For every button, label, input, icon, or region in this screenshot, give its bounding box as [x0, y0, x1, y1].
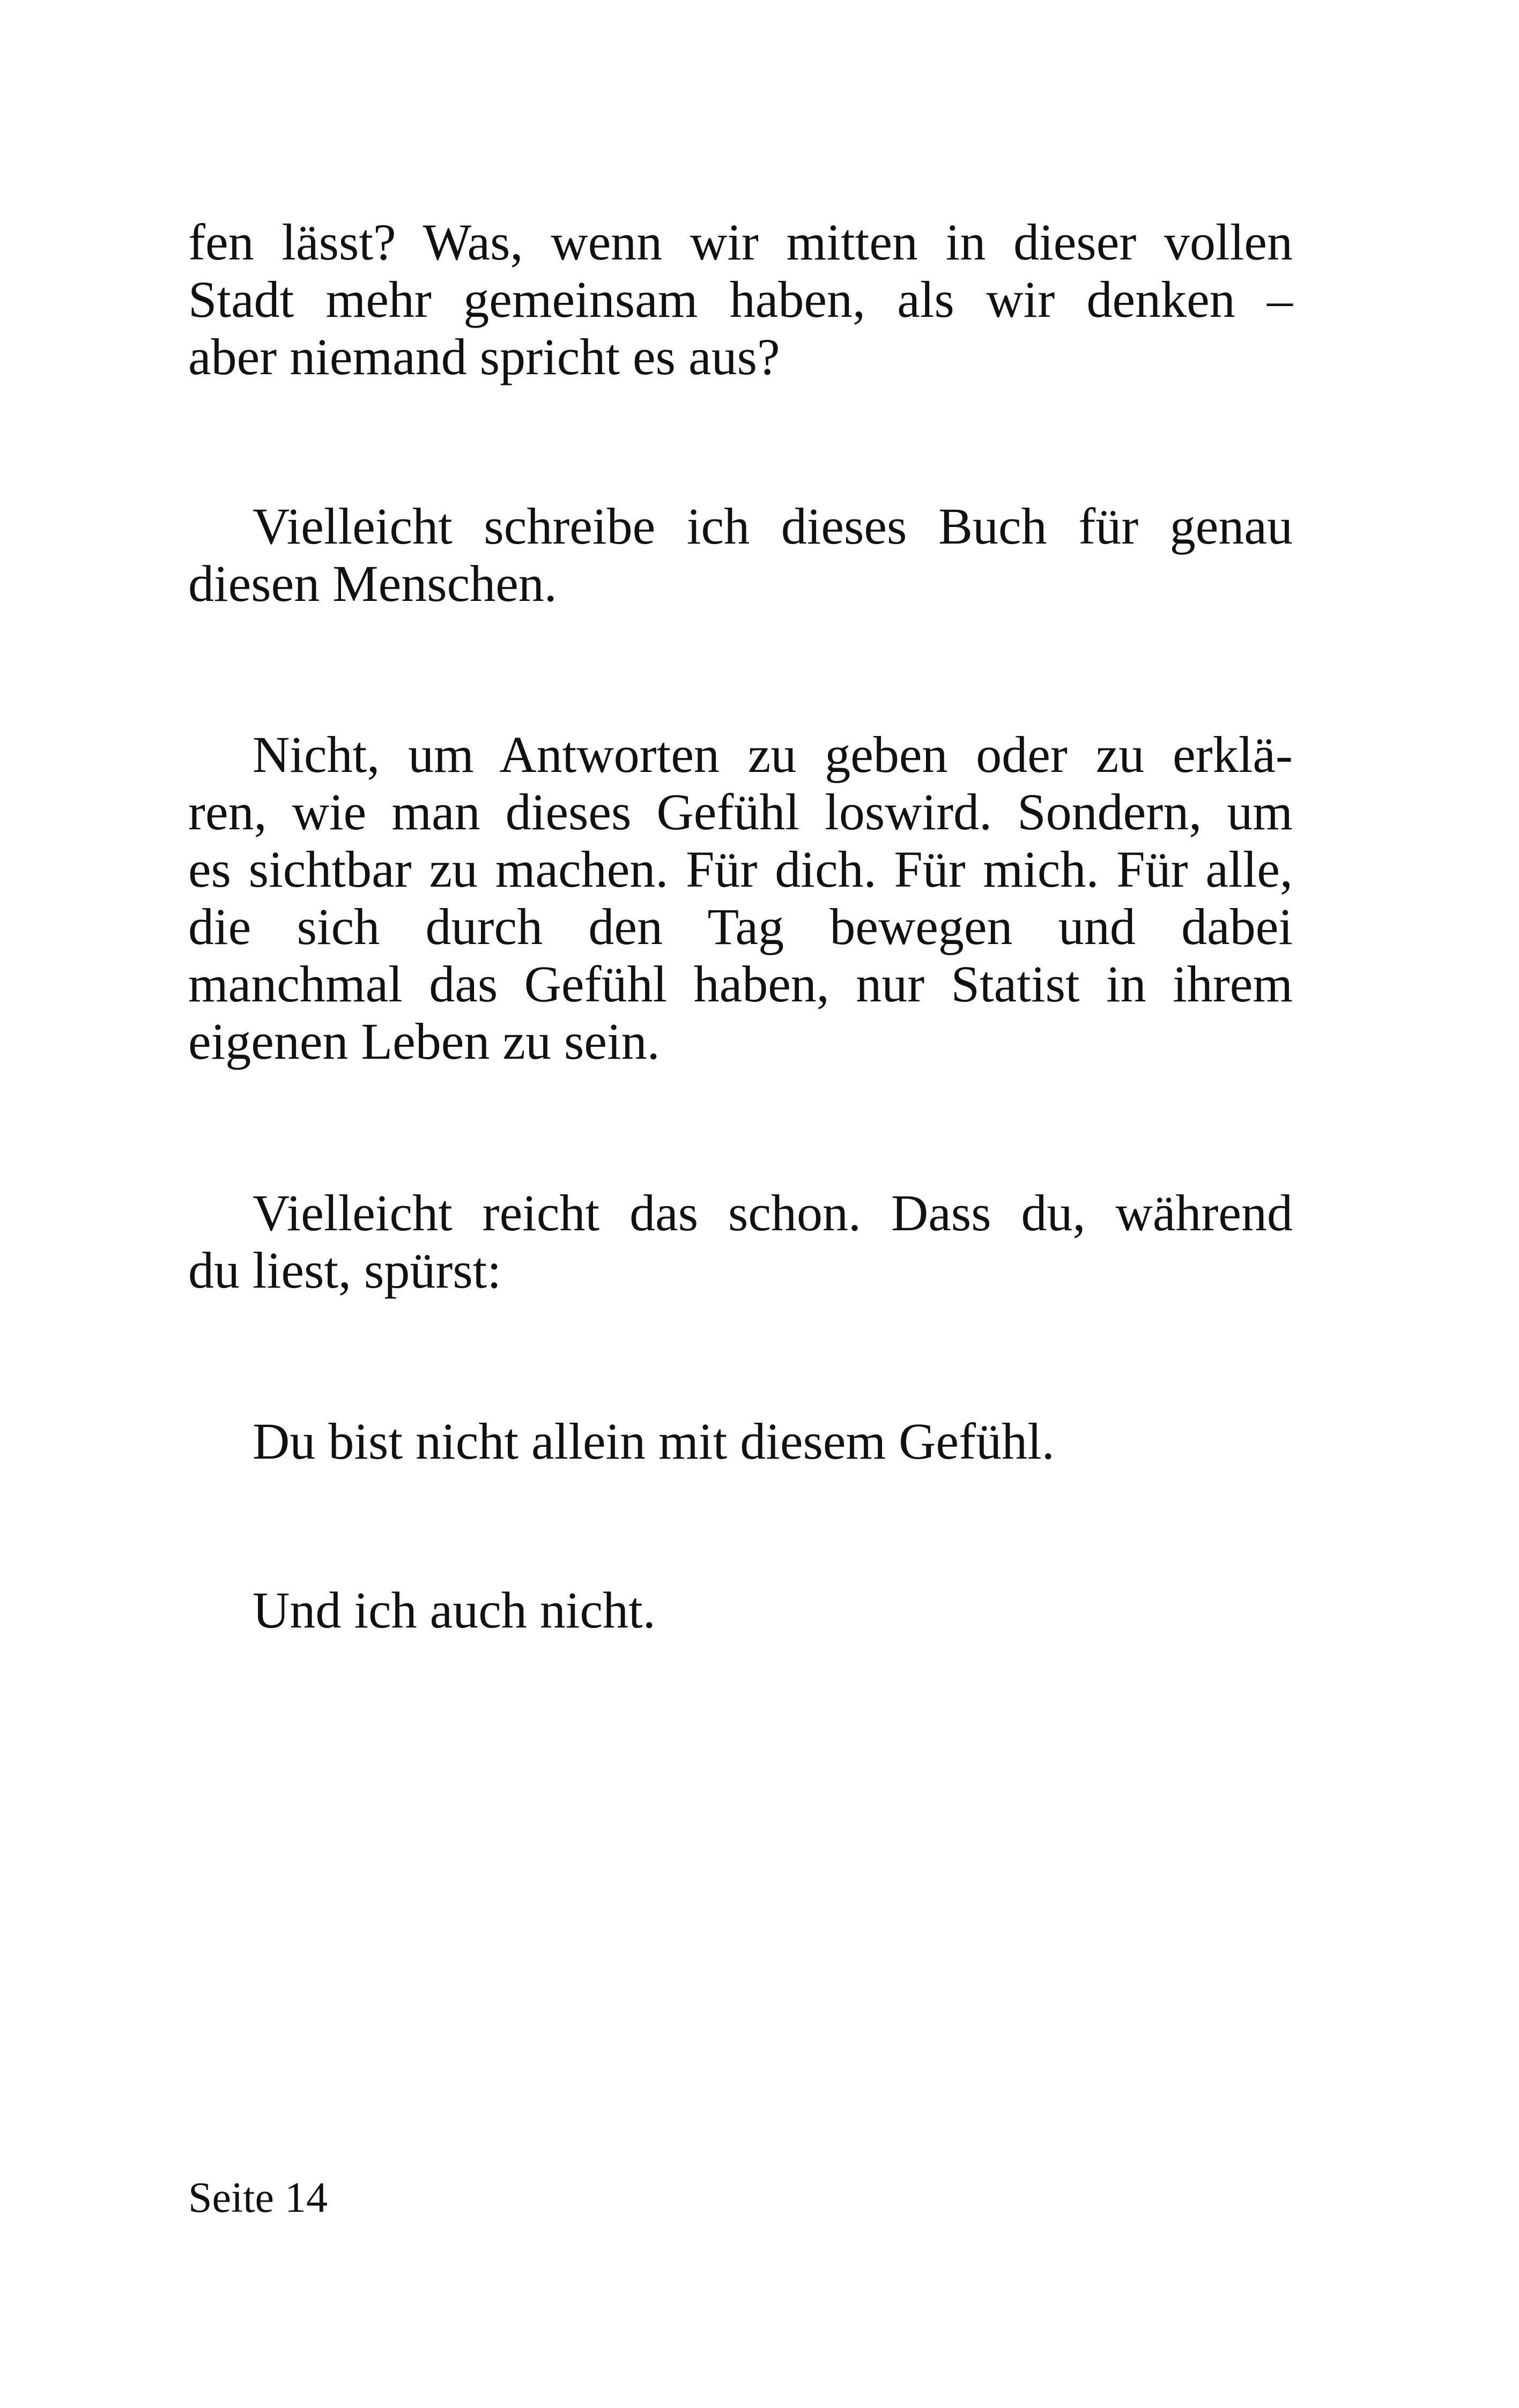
paragraph-line: aber niemand spricht es aus? — [188, 328, 780, 385]
paragraph-line: du liest, spürst: — [188, 1242, 502, 1299]
paragraph-5 — [253, 1413, 1055, 1470]
page-number: Seite 14 — [188, 2174, 328, 2221]
paragraph-line: manchmal das Gefühl haben, nur Statist in ihrem — [188, 955, 1293, 1013]
paragraph-line: es sichtbar zu machen. Für dich. Für mich. Für alle, — [188, 841, 1293, 898]
paragraph-line: eigenen Leben zu sein. — [188, 1013, 660, 1070]
paragraph-2 — [188, 497, 1293, 612]
paragraph-line: Stadt mehr gemeinsam haben, als wir denken – — [188, 271, 1293, 328]
paragraph-line: diesen Menschen. — [188, 555, 557, 612]
paragraph-line: die sich durch den Tag bewegen und dabei — [188, 898, 1293, 955]
paragraph-line: Vielleicht schreibe ich dieses Buch für genau — [253, 497, 1293, 555]
paragraph-4 — [188, 1184, 1293, 1299]
paragraph-line: Nicht, um Antworten zu geben oder zu erklä- — [253, 726, 1293, 783]
paragraph-line: fen lässt? Was, wenn wir mitten in dieser vollen — [188, 213, 1293, 271]
paragraph-1 — [188, 213, 1293, 385]
paragraph-line: Du bist nicht allein mit diesem Gefühl. — [253, 1413, 1055, 1470]
paragraph-line: Vielleicht reicht das schon. Dass du, während — [253, 1184, 1293, 1242]
paragraph-3 — [188, 726, 1293, 1070]
paragraph-line: Und ich auch nicht. — [253, 1581, 656, 1639]
paragraph-line: ren, wie man dieses Gefühl loswird. Sondern, um — [188, 783, 1293, 841]
paragraph-6 — [253, 1581, 656, 1639]
